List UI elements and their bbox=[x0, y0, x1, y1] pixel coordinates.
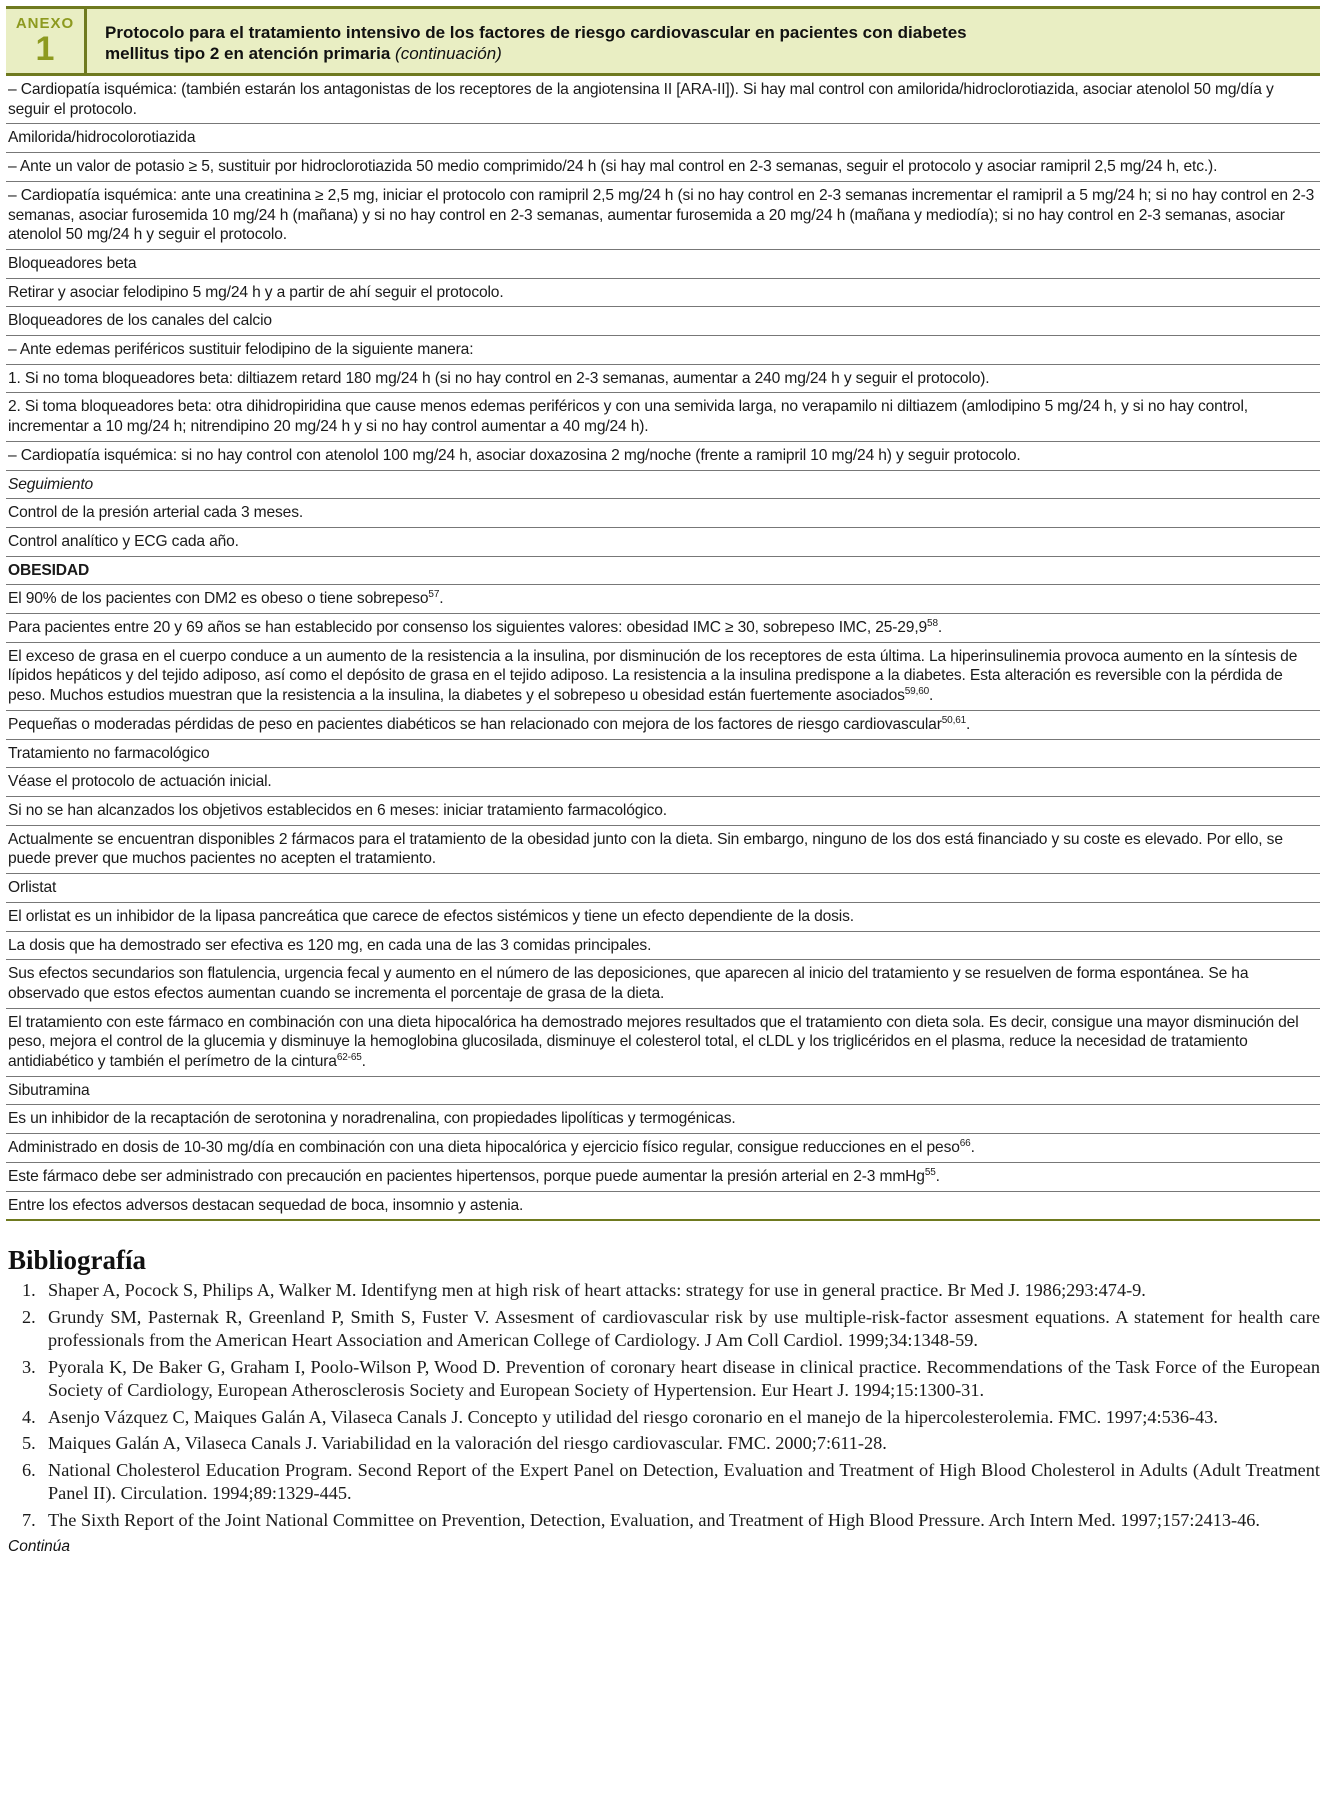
continua-note: Continúa bbox=[8, 1538, 71, 1556]
row-text: Administrado en dosis de 10-30 mg/día en combinación con una dieta hipocalórica y ejercicio físico regular, consigue reducciones en el peso bbox=[8, 1139, 960, 1157]
reference-superscript: 58 bbox=[927, 617, 938, 629]
reference-item bbox=[22, 1509, 1320, 1533]
table-row bbox=[6, 903, 1320, 932]
reference-item bbox=[22, 1432, 1320, 1456]
row-text-end: . bbox=[929, 687, 934, 705]
row-text: Sibutramina bbox=[8, 1081, 90, 1099]
table-row bbox=[6, 557, 1320, 586]
reference-superscript: 55 bbox=[924, 1166, 936, 1178]
table-row bbox=[6, 393, 1320, 441]
table-row bbox=[6, 932, 1320, 961]
row-text: El exceso de grasa en el cuerpo conduce a un aumento de la resistencia a la insulina, por disminución de los receptores de esta última. La hiperinsulinemia provoca aumento en la síntesis de lípidos hepáticos y del tejido adiposo, así como el depósito de grasa en el tejido adiposo. La resistencia a la insulina predispone a la diabetes. Esta alteración es reversible con la pérdida de peso. Muchos estudios muestran que la resistencia a la insulina, la diabetes y el sobrepeso u obesidad están fuertemente asociados bbox=[8, 647, 1298, 705]
reference-superscript: 66 bbox=[959, 1137, 971, 1149]
reference-number: 6. bbox=[22, 1459, 36, 1480]
table-row bbox=[6, 365, 1320, 394]
annex-header bbox=[6, 6, 1320, 76]
row-text: – Cardiopatía isquémica: (también estarán los antagonistas de los receptores de la angiotensina II [ARA-II]). Si hay mal control con amilorida/hidroclorotiazida, asociar atenolol 50 mg/día y seguir el protocolo. bbox=[8, 81, 1274, 118]
reference-number: 2. bbox=[22, 1306, 36, 1327]
annex-title-line1: Protocolo para el tratamiento intensivo de los factores de riesgo cardiovascular en pacientes con diabetes bbox=[105, 23, 967, 42]
reference-text: Asenjo Vázquez C, Maiques Galán A, Vilaseca Canals J. Concepto y utilidad del riesgo coronario en el manejo de la hipercolesterolemia. FMC. 1997;4:536-43. bbox=[48, 1406, 1218, 1427]
table-row bbox=[6, 826, 1320, 874]
row-text: Amilorida/hidrocolorotiazida bbox=[8, 129, 196, 147]
row-text: Retirar y asociar felodipino 5 mg/24 h y a partir de ahí seguir el protocolo. bbox=[8, 283, 504, 301]
reference-item bbox=[22, 1306, 1320, 1353]
row-text: 2. Si toma bloqueadores beta: otra dihidropiridina que cause menos edemas periféricos y con una semivida larga, no verapamilo ni diltiazem (amlodipino 5 mg/24 h, y si no hay control, incrementar a 10 mg/24 h; nitrendipino 20 mg/24 h y si no hay control aumentar a 40 mg/24 h). bbox=[8, 398, 1248, 436]
table-row bbox=[6, 740, 1320, 769]
reference-item bbox=[22, 1356, 1320, 1403]
reference-superscript: 50,61 bbox=[941, 714, 967, 726]
table-row bbox=[6, 768, 1320, 797]
annex-title-note: (continuación) bbox=[395, 44, 502, 63]
bibliography-list bbox=[6, 1279, 1320, 1532]
row-text-end: . bbox=[970, 1139, 975, 1157]
table-row bbox=[6, 1105, 1320, 1134]
annex-title-line2: mellitus tipo 2 en atención primaria bbox=[105, 44, 391, 63]
table-row bbox=[6, 499, 1320, 528]
table-row bbox=[6, 250, 1320, 279]
row-text: Actualmente se encuentran disponibles 2 fármacos para el tratamiento de la obesidad junto con la dieta. Sin embargo, ninguno de los dos está financiado y su coste es elevado. Por ello, se puede prever que muchos pacientes no acepten el tratamiento. bbox=[8, 830, 1283, 868]
row-text-end: . bbox=[966, 715, 971, 733]
table-row bbox=[6, 1009, 1320, 1077]
row-text: – Ante un valor de potasio ≥ 5, sustituir por hidroclorotiazida 50 medio comprimido/24 h (si hay mal control en 2-3 semanas, seguir el protocolo y asociar ramipril 2,5 mg/24 h, etc.). bbox=[8, 158, 1218, 176]
table-row bbox=[6, 279, 1320, 308]
annex-number: 1 bbox=[35, 30, 55, 68]
bibliography-heading: Bibliografía bbox=[8, 1245, 147, 1276]
table-row bbox=[6, 643, 1320, 711]
table-row bbox=[6, 307, 1320, 336]
table-row bbox=[6, 442, 1320, 471]
table-row bbox=[6, 528, 1320, 557]
row-text: Bloqueadores beta bbox=[8, 254, 137, 272]
row-text: Pequeñas o moderadas pérdidas de peso en pacientes diabéticos se han relacionado con mejora de los factores de riesgo cardiovascular bbox=[8, 715, 942, 733]
row-text: Bloqueadores de los canales del calcio bbox=[8, 312, 272, 330]
reference-text: Maiques Galán A, Vilaseca Canals J. Variabilidad en la valoración del riesgo cardiovascular. FMC. 2000;7:611-28. bbox=[48, 1433, 887, 1454]
row-text: Véase el protocolo de actuación inicial. bbox=[8, 773, 272, 791]
table-row bbox=[6, 797, 1320, 826]
table-row bbox=[6, 76, 1320, 124]
annex-badge bbox=[6, 9, 87, 73]
reference-text: Shaper A, Pocock S, Philips A, Walker M. Identifyng men at high risk of heart attacks: strategy for use in general practice. Br Med J. 1986;293:474-9. bbox=[48, 1280, 1146, 1301]
reference-number: 1. bbox=[22, 1280, 36, 1301]
reference-text: The Sixth Report of the Joint National Committee on Prevention, Detection, Evaluation, and Treatment of High Blood Pressure. Arch Intern Med. 1997;157:2413-46. bbox=[48, 1509, 1260, 1530]
row-text: Este fármaco debe ser administrado con precaución en pacientes hipertensos, porque puede aumentar la presión arterial en 2-3 mmHg bbox=[8, 1167, 925, 1185]
reference-item bbox=[22, 1459, 1320, 1506]
table-row bbox=[6, 182, 1320, 250]
row-text-end: . bbox=[361, 1053, 366, 1071]
row-text: Para pacientes entre 20 y 69 años se han establecido por consenso los siguientes valores: obesidad IMC ≥ 30, sobrepeso IMC, 25-29,9 bbox=[8, 619, 928, 637]
reference-item bbox=[22, 1406, 1320, 1430]
row-text: Orlistat bbox=[8, 879, 57, 897]
reference-number: 3. bbox=[22, 1356, 36, 1377]
reference-number: 4. bbox=[22, 1406, 36, 1427]
row-text: Control de la presión arterial cada 3 meses. bbox=[8, 504, 304, 522]
table-row bbox=[6, 874, 1320, 903]
reference-text: Grundy SM, Pasternak R, Greenland P, Smith S, Fuster V. Assesment of cardiovascular risk by use multiple-risk-factor assesment equations. A statement for health care professionals from the American Heart Association and American College of Cardiology. J Am Coll Cardiol. 1999;34:1348-59. bbox=[48, 1306, 1320, 1351]
reference-number: 5. bbox=[22, 1433, 36, 1454]
reference-superscript: 59,60 bbox=[904, 685, 930, 697]
table-row bbox=[6, 585, 1320, 614]
table-row bbox=[6, 1077, 1320, 1106]
row-text: OBESIDAD bbox=[8, 561, 90, 579]
row-text: Es un inhibidor de la recaptación de serotonina y noradrenalina, con propiedades lipolíticas y termogénicas. bbox=[8, 1110, 736, 1128]
table-row bbox=[6, 336, 1320, 365]
row-text: Control analítico y ECG cada año. bbox=[8, 532, 239, 550]
document-page bbox=[6, 6, 1320, 1556]
table-row bbox=[6, 124, 1320, 153]
row-text: – Cardiopatía isquémica: si no hay control con atenolol 100 mg/24 h, asociar doxazosina 2 mg/noche (frente a ramipril 10 mg/24 h) y seguir protocolo. bbox=[8, 446, 1021, 464]
row-text: El 90% de los pacientes con DM2 es obeso o tiene sobrepeso bbox=[8, 590, 429, 608]
reference-superscript: 57 bbox=[428, 589, 440, 601]
row-text-end: . bbox=[935, 1167, 940, 1185]
row-text: 1. Si no toma bloqueadores beta: diltiazem retard 180 mg/24 h (si no hay control en 2-3 semanas, aumentar a 240 mg/24 h y seguir el protocolo). bbox=[8, 369, 990, 387]
row-text-end: . bbox=[937, 619, 943, 637]
row-text: – Ante edemas periféricos sustituir felodipino de la siguiente manera: bbox=[8, 341, 474, 359]
reference-text: Pyorala K, De Baker G, Graham I, Poolo-Wilson P, Wood D. Prevention of coronary heart disease in clinical practice. Recommendations of the Task Force of the European Society of Cardiology, European Atherosclerosis Society and European Society of Hypertension. Eur Heart J. 1994;15:1300-31. bbox=[48, 1356, 1320, 1401]
table-row bbox=[6, 614, 1320, 643]
row-text: Sus efectos secundarios son flatulencia, urgencia fecal y aumento en el número de las deposiciones, que aparecen al inicio del tratamiento y se resuelven de forma espontánea. Se ha observado que estos efectos aumentan cuando se incrementa el porcentaje de grasa de la dieta. bbox=[8, 965, 1249, 1002]
reference-number: 7. bbox=[22, 1509, 36, 1530]
row-text: Tratamiento no farmacológico bbox=[8, 744, 210, 762]
table-row bbox=[6, 471, 1320, 500]
annex-label: ANEXO bbox=[15, 15, 75, 32]
table-row bbox=[6, 1134, 1320, 1163]
reference-item bbox=[22, 1279, 1320, 1303]
row-text-end: . bbox=[439, 590, 444, 608]
table-row bbox=[6, 1192, 1320, 1220]
table-row bbox=[6, 1163, 1320, 1192]
row-text: Seguimiento bbox=[8, 475, 94, 493]
protocol-table bbox=[6, 76, 1320, 1221]
row-text: La dosis que ha demostrado ser efectiva es 120 mg, en cada una de las 3 comidas principales. bbox=[8, 936, 652, 954]
reference-text: National Cholesterol Education Program. Second Report of the Expert Panel on Detection, Evaluation and Treatment of High Blood Cholesterol in Adults (Adult Treatment Panel II). Circulation. 1994;89:1329-445. bbox=[48, 1459, 1320, 1504]
annex-title bbox=[87, 9, 1320, 73]
bibliography bbox=[6, 1245, 1320, 1532]
row-text: – Cardiopatía isquémica: ante una creatinina ≥ 2,5 mg, iniciar el protocolo con ramipril 2,5 mg/24 h (si no hay control en 2-3 semanas incrementar el ramipril a 5 mg/24 h; si no hay control en 2-3 semanas, asociar furosemida 10 mg/24 h (mañana) y si no hay control en 2-3 semanas, aumentar furosemida a 20 mg/24 h (mañana y mediodía); si no hay control en 2-3 semanas, asociar atenolol 50 mg/24 h y seguir el protocolo. bbox=[8, 186, 1315, 244]
row-text: El orlistat es un inhibidor de la lipasa pancreática que carece de efectos sistémicos y tiene un efecto dependiente de la dosis. bbox=[8, 907, 854, 925]
table-row bbox=[6, 711, 1320, 740]
table-row bbox=[6, 960, 1320, 1008]
table-row bbox=[6, 153, 1320, 182]
row-text: Si no se han alcanzados los objetivos establecidos en 6 meses: iniciar tratamiento farmacológico. bbox=[8, 801, 667, 819]
reference-superscript: 62-65 bbox=[336, 1051, 362, 1063]
row-text: El tratamiento con este fármaco en combinación con una dieta hipocalórica ha demostrado mejores resultados que el tratamiento con dieta sola. Es decir, consigue una mayor disminución del peso, mejora el control de la glucemia y disminuye la hemoglobina glucosilada, disminuye el colesterol total, el cLDL y los triglicéridos en el plasma, reduce la necesidad de tratamiento antidiabético y también el perímetro de la cintura bbox=[8, 1013, 1299, 1071]
row-text: Entre los efectos adversos destacan sequedad de boca, insomnio y astenia. bbox=[8, 1196, 524, 1214]
